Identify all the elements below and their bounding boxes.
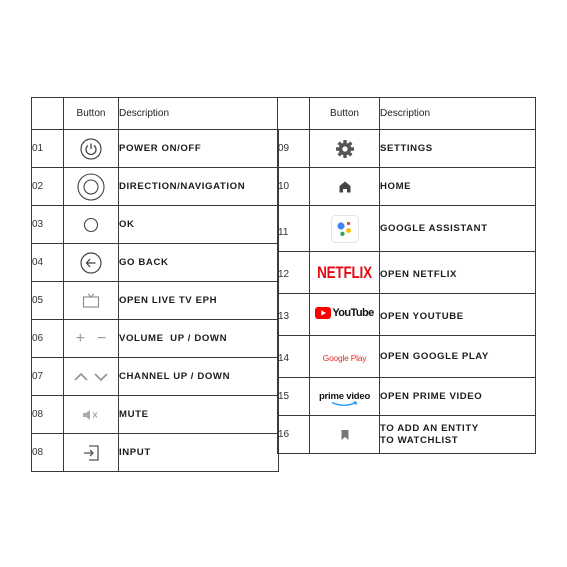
table-row [32, 434, 279, 472]
youtube-logo [310, 294, 380, 336]
table-row [278, 168, 536, 206]
table-row [32, 130, 279, 168]
row-description: OK [119, 206, 279, 244]
row-number: 07 [32, 358, 64, 396]
row-number: 04 [32, 244, 64, 282]
row-description: MUTE [119, 396, 279, 434]
netflix-logo-text: NETFLIX [317, 262, 372, 282]
description-column-header: Description [380, 98, 536, 130]
row-number: 03 [32, 206, 64, 244]
row-description: POWER ON/OFF [119, 130, 279, 168]
row-description: OPEN NETFLIX [380, 252, 536, 294]
row-number: 14 [278, 336, 310, 378]
volume-minus-icon: − [97, 329, 107, 347]
row-number: 01 [32, 130, 64, 168]
row-number: 08 [32, 396, 64, 434]
row-number: 13 [278, 294, 310, 336]
description-column-header: Description [119, 98, 279, 130]
google-assistant-icon [310, 206, 380, 252]
row-description: VOLUME UP / DOWN [119, 320, 279, 358]
table-row [278, 336, 536, 378]
back-arrow-icon [64, 244, 119, 282]
row-description: INPUT [119, 434, 279, 472]
row-number: 08 [32, 434, 64, 472]
row-description: OPEN YOUTUBE [380, 294, 536, 336]
prime-video-logo-text: prime video [318, 391, 371, 402]
table-row [32, 244, 279, 282]
input-icon [64, 434, 119, 472]
tv-icon [64, 282, 119, 320]
direction-ring-icon [64, 168, 119, 206]
row-description: CHANNEL UP / DOWN [119, 358, 279, 396]
volume-plus-minus-icon [64, 320, 119, 358]
table-row [278, 378, 536, 416]
row-description: OPEN GOOGLE PLAY [380, 336, 536, 378]
row-number: 11 [278, 206, 310, 252]
row-number: 02 [32, 168, 64, 206]
mute-icon [64, 396, 119, 434]
google-play-logo-text: Google Play [322, 352, 367, 363]
youtube-logo-text: YouTube [332, 306, 374, 319]
row-description: GO BACK [119, 244, 279, 282]
left-button-table [31, 97, 279, 472]
channel-up-down-icon [64, 358, 119, 396]
table-row [32, 320, 279, 358]
ok-circle-icon [64, 206, 119, 244]
volume-plus-icon: + [75, 329, 85, 347]
table-row [278, 206, 536, 252]
table-row [32, 206, 279, 244]
netflix-logo [310, 252, 380, 294]
table-row [32, 396, 279, 434]
table-header-row [278, 98, 536, 130]
row-description [380, 416, 536, 454]
bookmark-icon [310, 416, 380, 454]
table-row [278, 252, 536, 294]
row-number: 05 [32, 282, 64, 320]
table-row [32, 358, 279, 396]
table-row [32, 282, 279, 320]
right-button-table [277, 97, 536, 454]
number-column-header [278, 98, 310, 130]
row-number: 16 [278, 416, 310, 454]
row-description-line: TO ADD AN ENTITY [380, 422, 479, 434]
row-number: 06 [32, 320, 64, 358]
table-row [278, 416, 536, 454]
row-description: DIRECTION/NAVIGATION [119, 168, 279, 206]
settings-gear-icon [310, 130, 380, 168]
number-column-header [32, 98, 64, 130]
table-row [278, 130, 536, 168]
row-number: 09 [278, 130, 310, 168]
button-column-header: Button [310, 98, 380, 130]
row-description-line: TO WATCHLIST [380, 434, 459, 446]
row-description: GOOGLE ASSISTANT [380, 206, 536, 252]
row-description: SETTINGS [380, 130, 536, 168]
row-number: 12 [278, 252, 310, 294]
prime-video-logo [310, 378, 380, 416]
youtube-play-icon [315, 307, 331, 319]
table-row [278, 294, 536, 336]
home-icon [310, 168, 380, 206]
table-row [32, 168, 279, 206]
row-number: 10 [278, 168, 310, 206]
button-column-header: Button [64, 98, 119, 130]
table-header-row [32, 98, 279, 130]
row-description: HOME [380, 168, 536, 206]
row-description: OPEN LIVE TV EPH [119, 282, 279, 320]
row-number: 15 [278, 378, 310, 416]
row-description: OPEN PRIME VIDEO [380, 378, 536, 416]
power-icon [64, 130, 119, 168]
google-play-logo [310, 336, 380, 378]
